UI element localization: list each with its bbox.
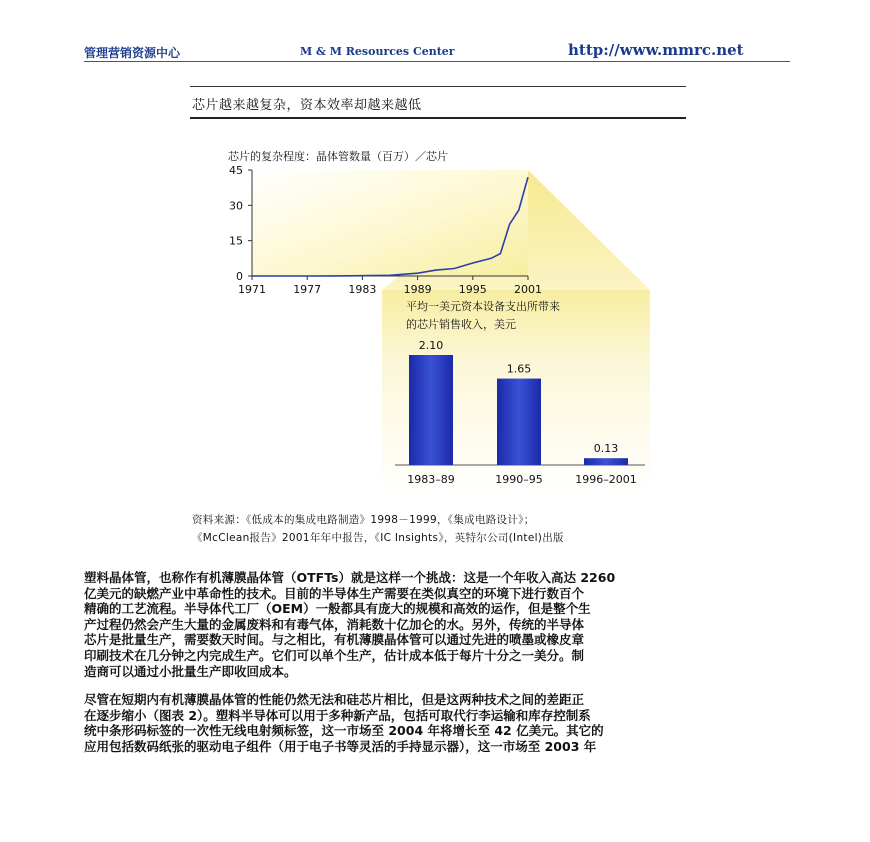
paragraph-line: 产过程仍然会产生大量的金属废料和有毒气体，消耗数十亿加仑的水。另外，传统的半导体 bbox=[84, 616, 585, 632]
header-url-link[interactable]: http://www.mmrc.net bbox=[568, 41, 744, 59]
body-paragraph-1 bbox=[84, 570, 786, 679]
line-x-tick-label: 1995 bbox=[458, 283, 487, 296]
header-org: 管理营销资源中心 bbox=[84, 46, 181, 60]
line-y-tick-label: 30 bbox=[229, 199, 243, 213]
bar bbox=[584, 458, 628, 465]
line-y-tick-label: 45 bbox=[229, 164, 243, 177]
bar-chart-title-line-2: 的芯片销售收入，美元 bbox=[406, 318, 516, 331]
paragraph-line: 在逐步缩小（图表 2）。塑料半导体可以用于多种新产品，包括可取代行李运输和库存控制系 bbox=[84, 707, 591, 723]
paragraph-line: 统中条形码标签的一次性无线电射频标签，这一市场至 2004 年将增长至 42 亿美元。其它的 bbox=[84, 723, 604, 739]
paragraph-line: 应用包括数码纸张的驱动电子组件（用于电子书等灵活的手持显示器），这一市场至 2003 年 bbox=[84, 738, 597, 754]
bar-category-label: 1990–95 bbox=[495, 473, 543, 486]
paragraph-line: 造商可以通过小批量生产即收回成本。 bbox=[84, 663, 297, 679]
body-paragraph-2 bbox=[84, 692, 786, 754]
line-y-tick-label: 15 bbox=[229, 234, 243, 248]
paragraph-line: 尽管在短期内有机薄膜晶体管的性能仍然无法和硅芯片相比，但是这两种技术之间的差距正 bbox=[84, 692, 585, 707]
line-x-tick-label: 1989 bbox=[403, 283, 432, 296]
paragraph-line: 芯片是批量生产，需要数天时间。与之相比，有机薄膜晶体管可以通过先进的喷墨或橡皮章 bbox=[84, 632, 585, 648]
bar-value-label: 1.65 bbox=[506, 362, 532, 376]
source-line: 《McClean报告》2001年年中报告，《IC Insights》，英特尔公司(Intel)出版 bbox=[192, 532, 564, 544]
paragraph-line: 印刷技术在几分钟之内完成生产。它们可以单个生产，估计成本低于每片十分之一美分。制 bbox=[84, 647, 585, 663]
header-center-title: M & M Resources Center bbox=[300, 45, 455, 58]
bar-category-label: 1996–2001 bbox=[575, 473, 637, 486]
line-chart-title: 芯片的复杂程度：晶体管数量（百万）／芯片 bbox=[228, 150, 448, 163]
line-x-tick-label: 2001 bbox=[514, 283, 542, 296]
source-line: 资料来源：《低成本的集成电路制造》1998－1999，《集成电路设计》； bbox=[192, 514, 535, 526]
bar-value-label: 0.13 bbox=[593, 442, 619, 456]
bar bbox=[497, 379, 541, 465]
line-x-tick-label: 1971 bbox=[238, 283, 266, 296]
figure-title: 芯片越来越复杂，资本效率却越来越低 bbox=[192, 98, 422, 113]
line-x-tick-label: 1977 bbox=[293, 283, 322, 296]
paragraph-line: 精确的工艺流程。半导体代工厂（OEM）一般都具有庞大的规模和高效的运作，但是整个生 bbox=[84, 601, 591, 617]
bar-value-label: 2.10 bbox=[418, 339, 444, 352]
paragraph-line: 塑料晶体管，也称作有机薄膜晶体管（OTFTs）就是这样一个挑战：这是一个年收入高达 2260 bbox=[84, 570, 616, 585]
bar-chart-title-line-1: 平均一美元资本设备支出所带来 bbox=[406, 300, 560, 313]
line-x-tick-label: 1983 bbox=[348, 283, 377, 296]
bar bbox=[409, 355, 453, 465]
bar-category-label: 1983–89 bbox=[407, 473, 455, 486]
line-y-tick-label: 0 bbox=[236, 270, 243, 283]
paragraph-line: 亿美元的缺燃产业中革命性的技术。目前的半导体生产需要在类似真空的环境下进行数百个 bbox=[84, 585, 585, 601]
figure-source bbox=[192, 511, 564, 547]
